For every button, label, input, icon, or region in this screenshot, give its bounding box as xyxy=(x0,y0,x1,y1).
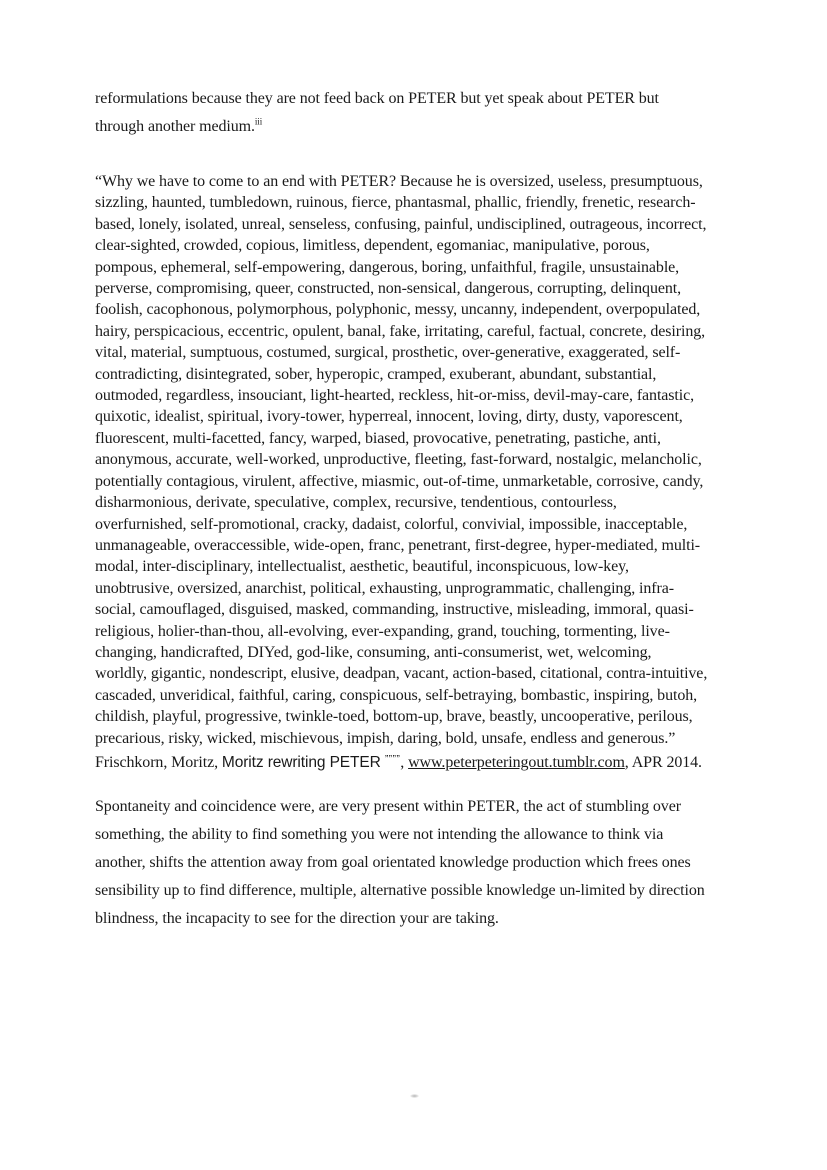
text-line: overfurnished, self-promotional, cracky, dadaist, colorful, convivial, impossible, inacceptable, xyxy=(95,515,688,533)
text-line: reformulations because they are not feed back on PETER but yet speak about PETER but xyxy=(95,90,659,107)
text-line xyxy=(95,113,753,141)
text-line: perverse, compromising, queer, constructed, non-sensical, dangerous, corrupting, delinquent, xyxy=(95,280,681,298)
citation-author: Frischkorn, Moritz, xyxy=(95,753,222,771)
text-line: Spontaneity and coincidence were, are very present within PETER, the act of stumbling over xyxy=(95,798,681,816)
text-line: changing, handicrafted, DIYed, god-like, consuming, anti-consumerist, wet, welcoming, xyxy=(95,643,652,661)
tumblr-link[interactable]: www.peterpeteringout.tumblr.com xyxy=(408,753,625,771)
text-line: childish, playful, progressive, twinkle-toed, bottom-up, brave, beastly, uncooperative, perilous, xyxy=(95,708,693,726)
text-line: pompous, ephemeral, self-empowering, dangerous, boring, unfaithful, fragile, unsustainable, xyxy=(95,258,680,276)
paragraph-intro xyxy=(95,85,753,141)
text-line: unmanageable, overaccessible, wide-open, franc, penetrant, first-degree, hyper-mediated, multi- xyxy=(95,536,701,554)
text-line: fluorescent, multi-facetted, fancy, warped, biased, provocative, penetrating, pastiche, anti, xyxy=(95,429,661,447)
citation-line xyxy=(95,749,753,773)
citation-date: , APR 2014. xyxy=(624,753,702,771)
footnote-marker: iii xyxy=(254,116,263,127)
text-line: another, shifts the attention away from goal orientated knowledge production which frees ones xyxy=(95,854,691,872)
text-line: outmoded, regardless, insouciant, light-hearted, reckless, hit-or-miss, devil-may-care, fantastic, xyxy=(95,387,695,405)
text-line: “Why we have to come to an end with PETER? Because he is oversized, useless, presumptuous, xyxy=(95,173,703,190)
text-line: disharmonious, derivate, speculative, complex, recursive, tendentious, contourless, xyxy=(95,494,617,512)
text-line: vital, material, sumptuous, costumed, surgical, prosthetic, over-generative, exaggerated, self- xyxy=(95,344,681,362)
text-line: blindness, the incapacity to see for the direction your are taking. xyxy=(95,910,499,928)
text-line: contradicting, disintegrated, sober, hyperopic, cramped, exuberant, abundant, substantial, xyxy=(95,365,657,383)
text-line: sensibility up to find difference, multiple, alternative possible knowledge un-limited by direction xyxy=(95,882,705,900)
quote-paragraph xyxy=(95,171,753,749)
text-line: anonymous, accurate, well-worked, unproductive, fleeting, fast-forward, nostalgic, melancholic, xyxy=(95,451,702,469)
scan-speck xyxy=(410,1094,419,1098)
citation-quote-marks: ”””” xyxy=(384,753,401,765)
citation-title: Moritz rewriting PETER xyxy=(221,753,385,771)
text-line: worldly, gigantic, nondescript, elusive, deadpan, vacant, action-based, citational, contra-intuitive, xyxy=(95,665,708,683)
text-line: based, lonely, isolated, unreal, senseless, confusing, painful, undisciplined, outrageous, incorrect, xyxy=(95,215,707,233)
text-line: sizzling, haunted, tumbledown, ruinous, fierce, phantasmal, phallic, friendly, frenetic, research- xyxy=(95,194,696,212)
text-line: precarious, risky, wicked, mischievous, impish, daring, bold, unsafe, endless and generous.” xyxy=(95,729,676,747)
text-segment: through another medium. xyxy=(95,118,255,135)
text-line: modal, inter-disciplinary, intellectualist, aesthetic, beautiful, inconspicuous, low-key, xyxy=(95,558,629,576)
text-line: hairy, perspicacious, eccentric, opulent, banal, fake, irritating, careful, factual, concrete, desiring, xyxy=(95,322,706,340)
text-line: cascaded, unveridical, faithful, caring, conspicuous, self-betraying, bombastic, inspiring, butoh, xyxy=(95,686,698,704)
text-line: something, the ability to find something you were not intending the allowance to think via xyxy=(95,826,664,844)
text-line: social, camouflaged, disguised, masked, commanding, instructive, misleading, immoral, quasi- xyxy=(95,601,694,619)
citation-separator: , xyxy=(400,753,409,771)
text-line: quixotic, idealist, spiritual, ivory-tower, hyperreal, innocent, loving, dirty, dusty, vaporescent, xyxy=(95,408,683,426)
text-line: religious, holier-than-thou, all-evolving, ever-expanding, grand, touching, tormenting, live- xyxy=(95,622,670,640)
document-content xyxy=(95,85,753,933)
text-line: foolish, cacophonous, polymorphous, polyphonic, messy, uncanny, independent, overpopulated, xyxy=(95,301,701,319)
text-line: unobtrusive, oversized, anarchist, political, exhausting, unprogrammatic, challenging, infra- xyxy=(95,579,674,597)
paragraph-closing xyxy=(95,793,753,933)
text-line: potentially contagious, virulent, affective, miasmic, out-of-time, unmarketable, corrosive, candy, xyxy=(95,472,704,490)
text-line: clear-sighted, crowded, copious, limitless, dependent, egomaniac, manipulative, porous, xyxy=(95,237,650,255)
